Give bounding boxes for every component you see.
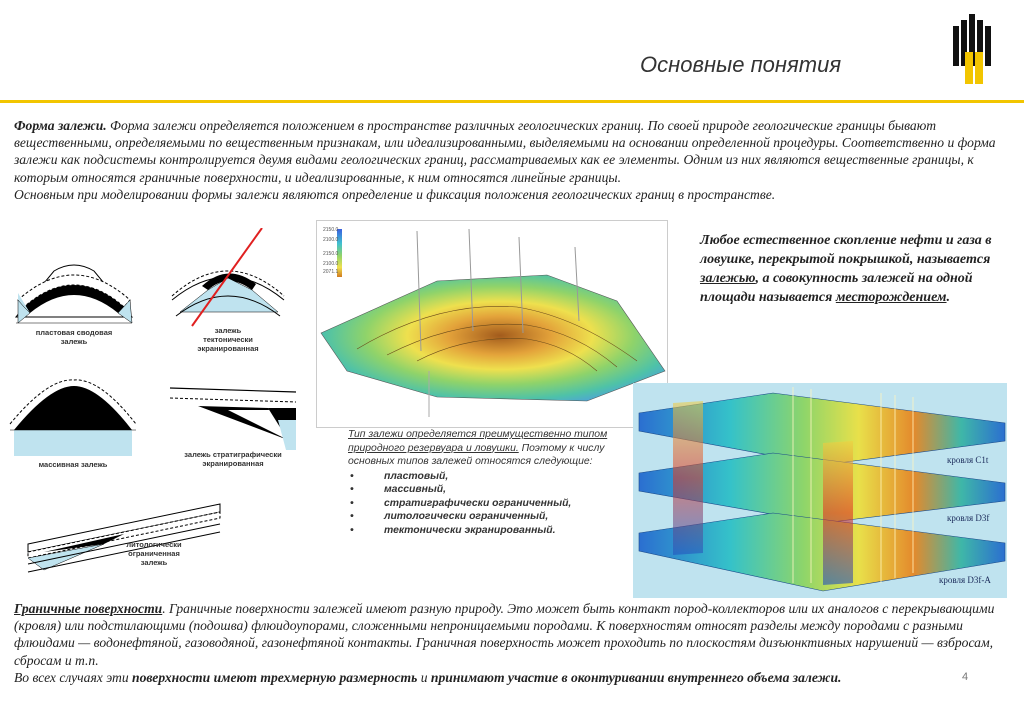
diagram-caption-line: залежь	[214, 326, 242, 335]
definition-part: , а совокупность залежей на одной площади называется	[700, 271, 973, 305]
diagram-massive	[8, 376, 138, 469]
diagram-tectonic-screened	[168, 228, 288, 353]
diagram-caption-line: экранированная	[197, 344, 259, 353]
diagram-caption-line: литологически	[126, 540, 182, 549]
boundary-text: . Граничные поверхности залежей имеют разную природу. Это может быть контакт пород-коллекторов или их аналогов с перекрывающими (кровля) или подстилающими (подошва) флюидоупорами, сложенными непроницаемыми породами. К поверхностям относят разделы между породами с разными флюидами — водонефтяной, газоводяной, газонефтяной контакты. Граничная поверхность может проходить по плоскостям дизъюнктивных нарушений — взбросам, сбросам и т.п.	[14, 601, 995, 668]
trap-types-text	[348, 428, 628, 537]
legend-tick: 2150.0	[323, 251, 339, 257]
header-divider	[0, 100, 1024, 103]
intro-paragraph	[14, 117, 1014, 203]
intro-term: Форма залежи.	[14, 118, 107, 133]
intro-text-2: Основным при моделировании формы залежи являются определение и фиксация положения геологических границ в пространстве.	[14, 186, 776, 202]
diagram-caption-line: пластовая сводовая	[35, 328, 113, 337]
definition-part: .	[946, 290, 951, 305]
boundary-text: и	[417, 669, 431, 685]
diagram-caption-line: залежь	[140, 558, 168, 567]
company-logo	[945, 12, 1005, 86]
legend-tick: 2100.0	[323, 237, 339, 243]
boundary-text: Во всех случаях эти	[14, 669, 133, 685]
legend-tick: 2071.1	[323, 269, 339, 275]
trap-types-lead: Тип залежи определяется преимущественно типом природного резервуара и ловушки.	[348, 429, 608, 454]
boundary-bold: принимают участие в оконтуривании внутреннего объема залежи.	[430, 669, 842, 685]
list-item: • литологически ограниченный,	[348, 510, 628, 524]
list-item: • тектонически экранированный.	[348, 524, 628, 538]
boundary-bold: поверхности имеют трехмерную размерность	[132, 669, 418, 685]
page-title: Основные понятия	[640, 52, 842, 77]
list-item: • пластовый,	[348, 470, 628, 484]
diagram-caption-line: тектонически	[203, 335, 253, 344]
layered-3d-model	[633, 383, 1007, 598]
page-number: 4	[962, 671, 969, 683]
diagram-caption-line: массивная залежь	[38, 460, 108, 469]
intro-text: Форма залежи определяется положением в пространстве различных геологических границ. По своей природе геологические границы бывают вещественными, определяемыми по вещественным признакам, или идеализированными, выделяемыми на основании определенной процедуры. Соответственно и форма залежи как подсистемы контролируется двумя видами геологических границ, рассматриваемых как ее элементы. Одним из них являются вещественные границы, к которым относятся граничные поверхности, и идеализированные, к ним относятся линейные границы.	[14, 118, 996, 185]
list-item: • массивный,	[348, 483, 628, 497]
list-item: • стратиграфически ограниченный,	[348, 497, 628, 511]
layer-label: кровля C1t	[947, 455, 989, 465]
legend-tick: 2150.0	[323, 227, 339, 233]
diagram-caption-line: ограниченная	[128, 549, 180, 558]
definition-text	[700, 231, 1005, 307]
diagram-stratigraphic	[168, 380, 298, 468]
layer-label: кровля D3f	[947, 513, 990, 523]
legend-tick: 2100.0	[323, 261, 339, 267]
diagram-lithological	[24, 500, 224, 580]
trap-types-list	[348, 470, 628, 538]
trap-types-rest: Поэтому к числу основных типов залежей относятся следующие:	[348, 442, 605, 467]
layer-label: кровля D3f-A	[939, 575, 991, 585]
term-zalezh: залежью	[700, 271, 756, 286]
diagram-caption-line: залежь	[60, 337, 88, 346]
definition-part: Любое естественное скопление нефти и газа в ловушке, перекрытой покрышкой, называется	[700, 233, 992, 267]
diagram-stratal-arch	[14, 255, 134, 346]
structural-surface-map	[316, 220, 668, 428]
boundary-surfaces-paragraph	[14, 600, 1014, 686]
diagram-caption-line: залежь стратиграфически	[184, 450, 282, 459]
diagram-caption-line: экранированная	[202, 459, 264, 468]
term-mestorozhdenie: месторождением	[835, 290, 947, 305]
boundary-term: Граничные поверхности	[14, 601, 163, 616]
